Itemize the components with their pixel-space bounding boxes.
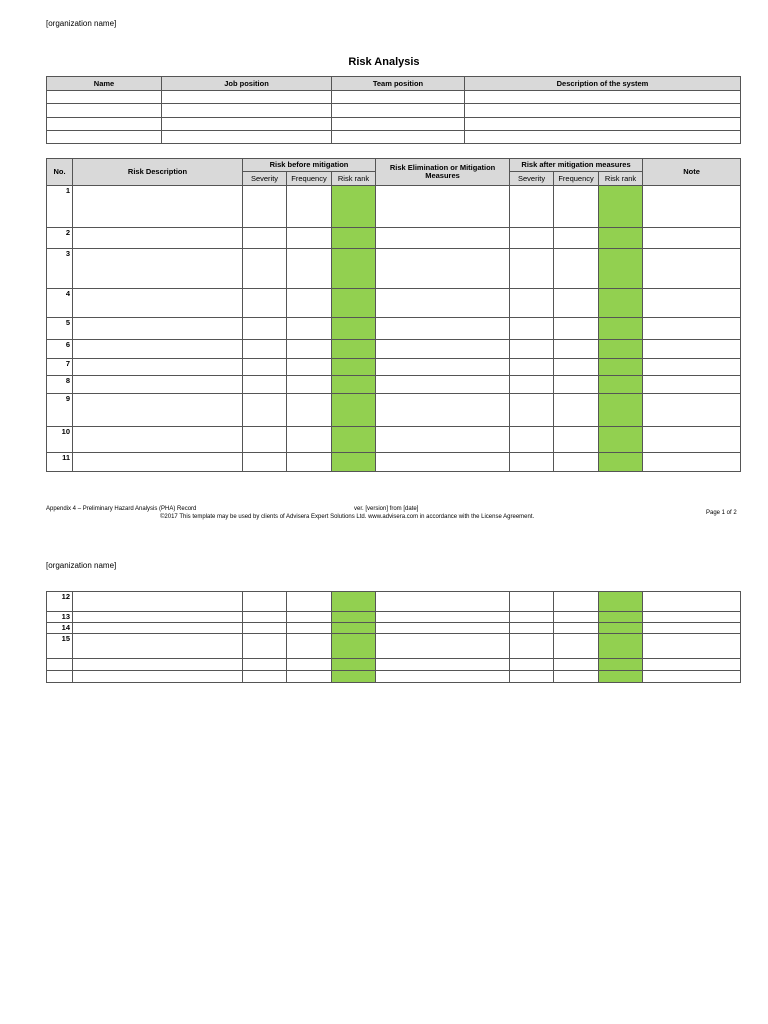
table-row — [47, 453, 741, 472]
table-row — [47, 91, 741, 104]
risk-rank-after-cell — [599, 427, 643, 453]
risk-rank-after-cell — [599, 186, 643, 228]
risk-rank-after-cell — [599, 376, 643, 394]
row-number: 11 — [47, 453, 73, 472]
row-number: 8 — [47, 376, 73, 394]
risk-rank-before-cell — [332, 340, 376, 359]
table-row — [47, 659, 741, 671]
row-number: 9 — [47, 394, 73, 427]
header-job-position: Job position — [162, 77, 332, 91]
risk-rank-before-cell — [332, 186, 376, 228]
risk-rank-before-cell — [332, 249, 376, 289]
row-number: 1 — [47, 186, 73, 228]
header-system-description: Description of the system — [465, 77, 741, 91]
risk-rank-after-cell — [599, 228, 643, 249]
risk-rank-after-cell — [599, 394, 643, 427]
header-no: No. — [47, 159, 73, 186]
table-row — [47, 118, 741, 131]
table-row — [47, 376, 741, 394]
table-row — [47, 671, 741, 683]
header-frequency-before: Frequency — [287, 172, 332, 186]
row-number: 5 — [47, 318, 73, 340]
row-number: 15 — [47, 634, 73, 659]
risk-rank-before-cell — [332, 592, 376, 612]
table-row — [47, 623, 741, 634]
row-number: 10 — [47, 427, 73, 453]
table-row — [47, 104, 741, 118]
table-row — [47, 359, 741, 376]
header-severity-before: Severity — [243, 172, 287, 186]
risk-rank-after-cell — [599, 659, 643, 671]
row-number: 7 — [47, 359, 73, 376]
table-row — [47, 592, 741, 612]
organization-name-page2: [organization name] — [46, 561, 117, 570]
table-row — [47, 249, 741, 289]
risk-rank-before-cell — [332, 612, 376, 623]
risk-rank-before-cell — [332, 359, 376, 376]
risk-rank-after-cell — [599, 592, 643, 612]
header-team-position: Team position — [332, 77, 465, 91]
risk-rank-after-cell — [599, 623, 643, 634]
table-row — [47, 634, 741, 659]
row-number — [47, 671, 73, 683]
row-number: 3 — [47, 249, 73, 289]
table-row — [47, 340, 741, 359]
row-number: 4 — [47, 289, 73, 318]
footer-page-number: Page 1 of 2 — [706, 510, 737, 516]
risk-table — [46, 158, 741, 472]
table-row — [47, 394, 741, 427]
risk-rank-before-cell — [332, 318, 376, 340]
risk-rank-before-cell — [332, 376, 376, 394]
risk-rank-before-cell — [332, 427, 376, 453]
row-number: 2 — [47, 228, 73, 249]
risk-rank-before-cell — [332, 289, 376, 318]
row-number: 6 — [47, 340, 73, 359]
risk-table-continued — [46, 591, 741, 683]
header-note: Note — [643, 159, 741, 186]
risk-rank-after-cell — [599, 318, 643, 340]
table-row — [47, 612, 741, 623]
table-row — [47, 318, 741, 340]
risk-rank-before-cell — [332, 453, 376, 472]
header-rank-before: Risk rank — [332, 172, 376, 186]
risk-rank-after-cell — [599, 359, 643, 376]
table-row — [47, 186, 741, 228]
risk-rank-before-cell — [332, 671, 376, 683]
table-row — [47, 228, 741, 249]
header-risk-after: Risk after mitigation measures — [510, 159, 643, 172]
risk-rank-after-cell — [599, 612, 643, 623]
risk-rank-after-cell — [599, 340, 643, 359]
organization-name: [organization name] — [46, 19, 117, 28]
row-number: 13 — [47, 612, 73, 623]
table-row — [47, 131, 741, 144]
risk-rank-before-cell — [332, 623, 376, 634]
risk-rank-after-cell — [599, 634, 643, 659]
header-name: Name — [47, 77, 162, 91]
header-risk-before: Risk before mitigation — [243, 159, 376, 172]
row-number: 12 — [47, 592, 73, 612]
risk-rank-before-cell — [332, 634, 376, 659]
footer-appendix: Appendix 4 – Preliminary Hazard Analysis (PHA) Record — [46, 506, 197, 512]
header-risk-description: Risk Description — [73, 159, 243, 186]
page-title: Risk Analysis — [348, 56, 420, 68]
system-table — [46, 76, 741, 144]
risk-rank-before-cell — [332, 659, 376, 671]
risk-rank-after-cell — [599, 249, 643, 289]
row-number: 14 — [47, 623, 73, 634]
risk-rank-before-cell — [332, 228, 376, 249]
risk-rank-before-cell — [332, 394, 376, 427]
header-frequency-after: Frequency — [554, 172, 599, 186]
footer-copyright: ©2017 This template may be used by clients of Advisera Expert Solutions Ltd. www.advisera.com in accordance with the License Agreement. — [160, 514, 535, 520]
table-row — [47, 289, 741, 318]
header-severity-after: Severity — [510, 172, 554, 186]
risk-rank-after-cell — [599, 671, 643, 683]
header-rank-after: Risk rank — [599, 172, 643, 186]
risk-rank-after-cell — [599, 289, 643, 318]
header-measures: Risk Elimination or Mitigation Measures — [376, 159, 510, 186]
footer-version: ver. [version] from [date] — [354, 506, 419, 512]
table-row — [47, 427, 741, 453]
risk-rank-after-cell — [599, 453, 643, 472]
row-number — [47, 659, 73, 671]
